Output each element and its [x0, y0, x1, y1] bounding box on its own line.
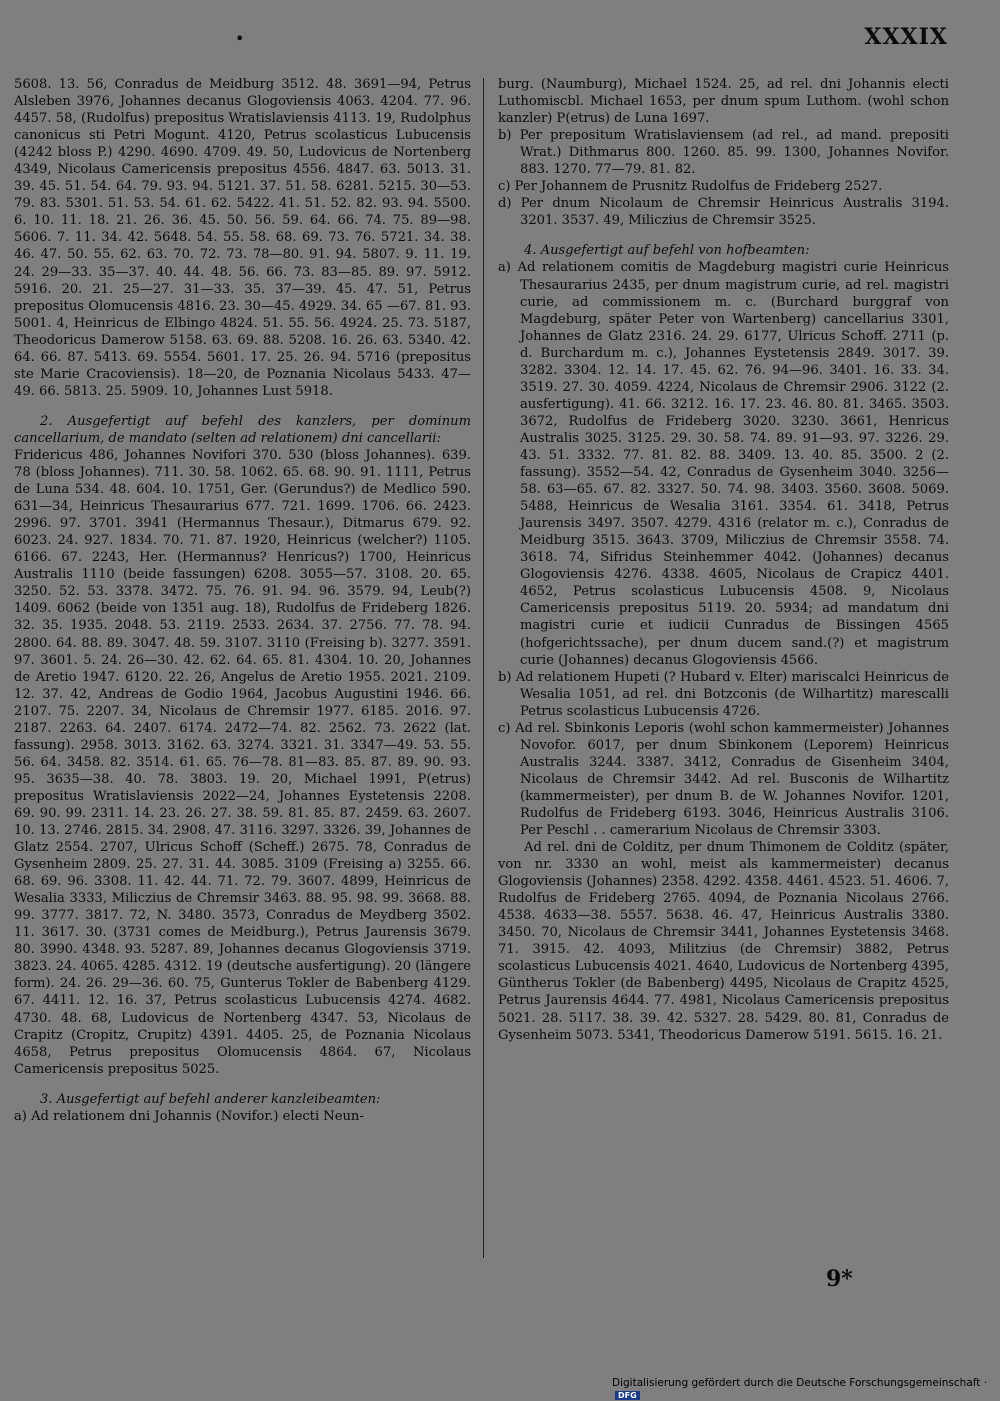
footer-text: Digitalisierung gefördert durch die Deutsche Forschungsgemeinschaft ·	[612, 1377, 988, 1389]
section-2-body: Fridericus 486, Johannes Novifori 370. 530 (bloss Johannes). 639. 78 (bloss Johannes). 711. 30. 58. 1062. 65. 68. 90. 91. 1111, Petrus de Luna 534. 48. 604. 10. 1751, Ger. (Gerundus?) de Medlico 590. 631—34, Heinricus Thesaurarius 677. 721. 1699. 1706. 66. 2423. 2996. 97. 3701. 3941 (Hermannus Thesaur.), Ditmarus 679. 92. 6023. 24. 927. 1834. 70. 71. 87. 1920, Heinricus (welcher?) 1105. 6166. 67. 2243, Her. (Hermannus? Henricus?) 1700, Heinricus Australis 1110 (beide fassungen) 6208. 3055—57. 3108. 20. 65. 3250. 52. 53. 3378. 3472. 75. 76. 91. 94. 96. 3579. 94, Leub(?) 1409. 6062 (beide von 1351 aug. 18), Rudolfus de Frideberg 1826. 32. 35. 1935. 2048. 53. 2119. 2533. 2634. 37. 2756. 77. 78. 94. 2800. 64. 88. 89. 3047. 48. 59. 3107. 3110 (Freising b). 3277. 3591. 97. 3601. 5. 24. 26—30. 42. 62. 64. 65. 81. 4304. 10. 20, Johannes de Aretio 1947. 6120. 22. 26, Angelus de Aretio 1955. 2021. 2109. 12. 37. 42, Andreas de Godio 1964, Jacobus Augustini 1946. 66. 2107. 75. 2207. 34, Nicolaus de Chremsir 1977. 6185. 2016. 97. 2187. 2263. 64. 2407. 6174. 2472—74. 82. 2562. 73. 2622 (lat. fassung). 2958. 3013. 3162. 63. 3274. 3321. 31. 3347—49. 53. 55. 56. 64. 3458. 82. 3514. 61. 65. 76—78. 81—83. 85. 87. 89. 90. 93. 95. 3635—38. 40. 78. 3803. 19. 20, Michael 1991, P(etrus) prepositus Wratislaviensis 2022—24, Johannes Eystetensis 2208. 69. 90. 99. 2311. 14. 23. 26. 27. 38. 59. 81. 85. 87. 2459. 63. 2607. 10. 13. 2746. 2815. 34. 2908. 47. 3116. 3297. 3326. 39, Johannes de Glatz 2554. 2707, Ulricus Schoff (Scheff.) 2675. 78, Conradus de Gysenheim 2809. 25. 27. 31. 44. 3085. 3109 (Freising a) 3255. 66. 68. 69. 96. 3308. 11. 42. 44. 71. 72. 79. 3607. 4899, Heinricus de Wesalia 3333, Miliczius de Chremsir 3463. 88. 95. 98. 99. 3668. 88. 99. 3777. 3817. 72, N. 3480. 3573, Conradus de Meydberg 3502. 11. 3617. 30. (3731 comes de Meidburg.), Petrus Jaurensis 3679. 80. 3990. 4348. 93. 5287. 89, Johannes decanus Glogoviensis 3719. 3823. 24. 4065. 4285. 4312. 19 (deutsche ausfertigung). 20 (längere form). 24. 26. 29—36. 60. 75, Gunterus Tokler de Babenberg 4129. 67. 4411. 12. 16. 37, Petrus scolasticus Lubucensis 4274. 4682. 4730. 48. 68, Ludovicus de Nortenberg 4347. 53, Nicolaus de Crapitz (Cropitz, Crupitz) 4391. 4405. 25, de Poznania Nicolaus 4658, Petrus prepositus Olomucensis 4864. 67, Nicolaus Camericensis prepositus 5025.	[14, 447, 471, 1077]
page-dot: •	[235, 29, 245, 48]
right-paragraph-1: burg. (Naumburg), Michael 1524. 25, ad rel. dni Johannis electi Luthomiscbl. Michael 1653, per dnum spum Luthom. (wohl schon kanzler) P(etrus) de Luna 1697.	[498, 77, 949, 127]
section-2-heading: 2. Ausgefertigt auf befehl des kanzlers, per dominum cancellarium, de mandato (selten ad relationem) dni cancellarii:	[14, 413, 471, 446]
footer-credit	[612, 1377, 1000, 1401]
page-number-roman: XXXIX	[864, 24, 948, 50]
item-c: c) Per Johannem de Prusnitz Rudolfus de Frideberg 2527.	[498, 179, 883, 195]
left-paragraph-1: 5608. 13. 56, Conradus de Meidburg 3512. 48. 3691—94, Petrus Alsleben 3976, Johannes decanus Glogoviensis 4063. 4204. 77. 96. 4457. 58, (Rudolfus) prepositus Wratislaviensis 4113. 19, Rudolphus canonicus sti Petri Mogunt. 4120, Petrus scolasticus Lubucensis (4242 bloss P.) 4290. 4690. 4709. 49. 50, Ludovicus de Nortenberg 4349, Nicolaus Camericensis prepositus 4556. 4847. 63. 5013. 31. 39. 45. 51. 54. 64. 79. 93. 94. 5121. 37. 51. 58. 6281. 5215. 30—53. 79. 83. 5301. 51. 53. 54. 61. 62. 5422. 41. 51. 52. 82. 93. 94. 5500. 6. 10. 11. 18. 21. 26. 36. 45. 50. 56. 59. 64. 66. 74. 75. 89—98. 5606. 7. 11. 34. 42. 5648. 54. 55. 58. 68. 69. 73. 76. 5721. 34. 38. 46. 47. 50. 55. 62. 63. 70. 72. 73. 78—80. 91. 94. 5807. 9. 11. 19. 24. 29—33. 35—37. 40. 44. 48. 56. 66. 73. 83—85. 89. 97. 5912. 5916. 20. 21. 25—27. 31—33. 35. 37—39. 45. 47. 51, Petrus prepositus Olomucensis 4816. 23. 30—45. 4929. 34. 65 —67. 81. 93. 5001. 4, Heinricus de Elbingo 4824. 51. 55. 56. 4924. 25. 73. 5187, Theodoricus Damerow 5158. 63. 69. 88. 5208. 16. 26. 63. 5340. 42. 64. 66. 87. 5413. 69. 5554. 5601. 17. 25. 26. 94. 5716 (prepositus ste Marie Cracoviensis). 18—20, de Poznania Nicolaus 5433. 47—49. 66. 5813. 25. 5909. 10, Johannes Lust 5918.	[14, 77, 471, 399]
section-4c: c) Ad rel. Sbinkonis Leporis (wohl schon kammermeister) Johannes Novofor. 6017, per dnum Sbinkonem (Leporem) Heinricus Australis 3244. 3387. 3412, Conradus de Gisenheim 3404, Nicolaus de Chremsir 3442. Ad rel. Busconis de Wilhartitz (kammermeister), per dnum B. de W. Johannes Novifor. 1201, Rudolfus de Frideberg 6193. 3046, Heinricus Australis 3106. Per Peschl . . camerarium Nicolaus de Chremsir 3303.	[498, 720, 949, 839]
section-4d: Ad rel. dni de Colditz, per dnum Thimonem de Colditz (später, von nr. 3330 an wohl, meist als kammermeister) decanus Glogoviensis (Johannes) 2358. 4292. 4358. 4461. 4523. 51. 4606. 7, Rudolfus de Frideberg 2765. 4094, de Poznania Nicolaus 2766. 4538. 4633—38. 5557. 5638. 46. 47, Heinricus Australis 3380. 3450. 70, Nicolaus de Chremsir 3441, Johannes Eystetensis 3468. 71. 3915. 42. 4093, Militzius (de Chremsir) 3882, Petrus scolasticus Lubucensis 4021. 4640, Ludovicus de Nortenberg 4395, Güntherus Tokler (de Babenberg) 4495, Nicolaus de Crapitz 4525, Petrus Jaurensis 4644. 77. 4981, Nicolaus Camericensis prepositus 5021. 28. 5117. 38. 39. 42. 5327. 28. 5429. 80. 81, Conradus de Gysenheim 5073. 5341, Theodoricus Damerow 5191. 5615. 16. 21.	[498, 840, 949, 1043]
section-4b: b) Ad relationem Hupeti (? Hubard v. Elter) mariscalci Heinricus de Wesalia 1051, ad rel. dni Botzconis (de Wilhartitz) marescalli Petrus scolasticus Lubucensis 4726.	[498, 669, 949, 719]
section-3-heading: 3. Ausgefertigt auf befehl anderer kanzleibeamten:	[40, 1091, 381, 1107]
section-3a: a) Ad relationem dni Johannis (Novifor.) electi Neun-	[14, 1108, 364, 1124]
section-4-heading: 4. Ausgefertigt auf befehl von hofbeamten:	[524, 243, 810, 259]
section-4a: a) Ad relationem comitis de Magdeburg magistri curie Heinricus Thesaurarius 2435, per dnum magistrum curie, ad rel. magistri curie, ad commissionem m. c. (Burchard burggraf von Magdeburg, später Peter von Wartenberg) cancellarius 3301, Johannes de Glatz 2316. 24. 29. 6177, Ulricus Schoff. 2711 (p. d. Burchardum m. c.), Johannes Eystetensis 2849. 3017. 39. 3282. 3304. 12. 14. 17. 45. 62. 76. 94—96. 3401. 16. 33. 34. 3519. 27. 30. 4059. 4224, Nicolaus de Chremsir 2906. 3122 (2. ausfertigung). 41. 66. 3212. 16. 17. 23. 46. 80. 81. 3465. 3503. 3672, Rudolfus de Frideberg 3020. 3230. 3661, Henricus Australis 3025. 3125. 29. 30. 58. 74. 89. 91—93. 97. 3226. 29. 43. 51. 3332. 77. 81. 82. 88. 3409. 13. 40. 85. 3500. 2 (2. fassung). 3552—54. 42, Conradus de Gysenheim 3040. 3256—58. 63—65. 67. 82. 3327. 50. 74. 98. 3403. 3560. 3608. 5069. 5488, Heinricus de Wesalia 3161. 3354. 61. 3418, Petrus Jaurensis 3497. 3507. 4279. 4316 (relator m. c.), Conradus de Meidburg 3515. 3643. 3709, Miliczius de Chremsir 3558. 74. 3618. 74, Sifridus Steinhemmer 4042. (Johannes) decanus Glogoviensis 4276. 4338. 4605, Nicolaus de Crapicz 4401. 4652, Petrus scolasticus Lubucensis 4508. 9, Nicolaus Camericensis prepositus 5119. 20. 5934; ad mandatum dni magistri curie et iudicii Cunradus de Bissingen 4565 (hofgerichtssache), per dnum ducem sand.(?) et magistrum curie (Johannes) decanus Glogoviensis 4566.	[498, 260, 949, 668]
item-b: b) Per prepositum Wratislaviensem (ad rel., ad mand. prepositi Wrat.) Dithmarus 800. 1260. 85. 99. 1300, Johannes Novifor. 883. 1270. 77—79. 81. 82.	[498, 128, 949, 178]
left-column	[14, 76, 471, 1125]
column-divider	[483, 78, 484, 1258]
page-signature: 9*	[826, 1266, 853, 1292]
item-d: d) Per dnum Nicolaum de Chremsir Heinricus Australis 3194. 3201. 3537. 49, Miliczius de Chremsir 3525.	[498, 196, 949, 229]
dfg-logo: DFG	[615, 1391, 640, 1400]
right-column	[498, 76, 949, 1044]
